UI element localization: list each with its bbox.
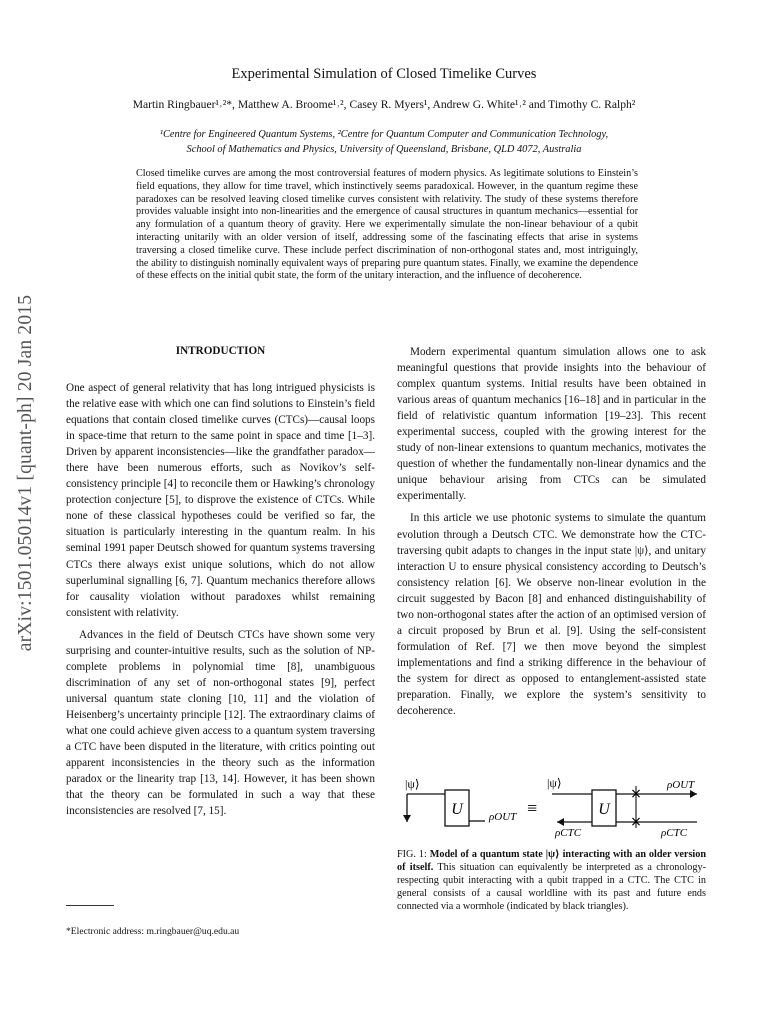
caption-body: This situation can equivalently be interpreted as a chronology-respecting qubit interacting with a qubit trapped in a CTC. The CTC in general consists of a causal worldline with its past and future ends connected via a wormhole (indicated by black triangles). [397, 862, 706, 912]
affiliations [0, 127, 768, 157]
author-list: Martin Ringbauer¹˒²*, Matthew A. Broome¹˒², Casey R. Myers¹, Andrew G. White¹˒² and Timothy C. Ralph² [132, 98, 636, 111]
paragraph: In this article we use photonic systems to simulate the quantum evolution through a Deutsch CTC. We demonstrate how the CTC-traversing qubit adapts to changes in the input state |ψ⟩, and unitary interaction U to ensure physical consistency according to Deutsch’s consistency relation [6]. We observe non-linear evolution in the circuit suggested by Bacon [8] and enhanced distinguishability of two non-orthogonal states after the action of an optimised version of a circuit proposed by Brun et al. [9]. Using the self-consistent formulation of Ref. [7] we then move beyond the simplest implementations and find a striking difference in the behaviour of the system for direct as opposed to entanglement-assisted state preparation. Finally, we explore the system’s sensitivity to decoherence. [397, 512, 706, 718]
affiliation-line-2: School of Mathematics and Physics, University of Queensland, Brisbane, QLD 4072, Australia [186, 144, 582, 155]
figure-1-caption [397, 848, 706, 913]
arxiv-identifier: arXiv:1501.05014v1 [quant-ph] 20 Jan 2015 [15, 294, 36, 652]
unitary-label: U [451, 801, 463, 818]
footnote-rule [66, 905, 114, 906]
arxiv-sidebar-stamp [6, 272, 46, 672]
affiliation-line-1: ¹Centre for Engineered Quantum Systems, ²Centre for Quantum Computer and Communication Technology, [159, 129, 609, 140]
unitary-label-right: U [598, 801, 610, 818]
equivalence-sign: ≡ [527, 798, 538, 818]
wire-arrow [403, 815, 411, 822]
rho-ctc-label-right: ρCTC [661, 827, 688, 839]
swap-cross-bottom: × [630, 814, 642, 830]
psi-label-right: |ψ⟩ [547, 776, 562, 790]
right-column [397, 344, 706, 719]
figure-1-circuit-diagram [397, 770, 717, 840]
left-column [66, 380, 375, 819]
paragraph: Advances in the field of Deutsch CTCs have shown some very surprising and counter-intuitive results, such as the solution of NP-complete problems in polynomial time [8], unambiguous discrimination of any set of non-orthogonal states [9], perfect universal quantum state cloning [10, 11] and the violation of Heisenberg’s uncertainty principle [12]. The extraordinary claims of what one could achieve given access to a quantum system traversing a CTC have been disputed in the literature, with critics pointing out apparent inconsistencies in the theory such as the information paradox or the linearity trap [13, 14]. However, it has been shown that the theory can be formulated in such a way that these inconsistencies are resolved [7, 15]. [66, 628, 375, 818]
rho-out-label: ρOUT [489, 811, 517, 823]
swap-cross-top: × [630, 786, 642, 802]
caption-title: Model of a quantum state |ψ⟩ interacting with an older version of itself. [397, 849, 706, 873]
caption-label: FIG. 1: [397, 849, 430, 860]
output-arrow [690, 790, 697, 798]
abstract: Closed timelike curves are among the most controversial features of modern physics. As legitimate solutions to Einstein’s field equations, they allow for time travel, which instinctively seems paradoxical. However, in the quantum regime these paradoxes can be resolved leaving closed timelike curves consistent with relativity. The study of these systems therefore provides valuable insight into non-linearities and the emergence of causal structures in quantum mechanics—essential for any formulation of a quantum theory of gravity. Here we experimentally simulate the non-linear behaviour of a qubit interacting unitarily with an older version of itself, addressing some of the fascinating effects that arise in systems traversing a closed timelike curve. These include perfect discrimination of non-orthogonal states and, most intriguingly, the ability to distinguish nominally equivalent ways of preparing pure quantum states. Finally, we examine the dependence of these effects on the initial qubit state, the form of the unitary interaction, and the influence of decoherence. [136, 168, 638, 282]
rho-ctc-label-left: ρCTC [555, 827, 582, 839]
paragraph: Modern experimental quantum simulation allows one to ask meaningful questions that provide insights into the behaviour of complex quantum systems. Initial results have been obtained in various areas of quantum mechanics [16–18] and in particular in the field of relativistic quantum information [19–23]. This recent experimental success, coupled with the growing interest for the study of non-linear extensions to quantum mechanics, motivates the question of whether the fundamentally non-linear dynamics and the unique behaviour arising from CTCs can be simulated experimentally. [397, 346, 706, 503]
psi-label: |ψ⟩ [405, 777, 420, 791]
rho-out-label-right: ρOUT [667, 779, 695, 791]
ctc-arrow [557, 818, 564, 826]
paper-title: Experimental Simulation of Closed Timelike Curves [231, 66, 537, 82]
footnote-email: *Electronic address: m.ringbauer@uq.edu.au [66, 926, 240, 937]
paragraph: One aspect of general relativity that has long intrigued physicists is the relative ease with which one can find solutions to Einstein’s field equations that contain closed timelike curves (CTCs)—causal loops in space-time that return to the same point in space and time [1–3]. Driven by apparent inconsistencies—like the grandfather paradox—there have been numerous efforts, such as Novikov’s self-consistency principle [4] to reconcile them or Hawking’s chronology protection conjecture [5], to disprove the existence of CTCs. While none of these classical hypotheses could be verified so far, the situation is particularly interesting in the quantum realm. In his seminal 1991 paper Deutsch showed for quantum systems traversing CTCs there always exist unique solutions, which do not allow superluminal signalling [6, 7]. Quantum mechanics therefore allows for causality violation without paradoxes whilst remaining consistent with relativity. [66, 382, 375, 619]
section-heading-introduction: INTRODUCTION [175, 345, 266, 357]
